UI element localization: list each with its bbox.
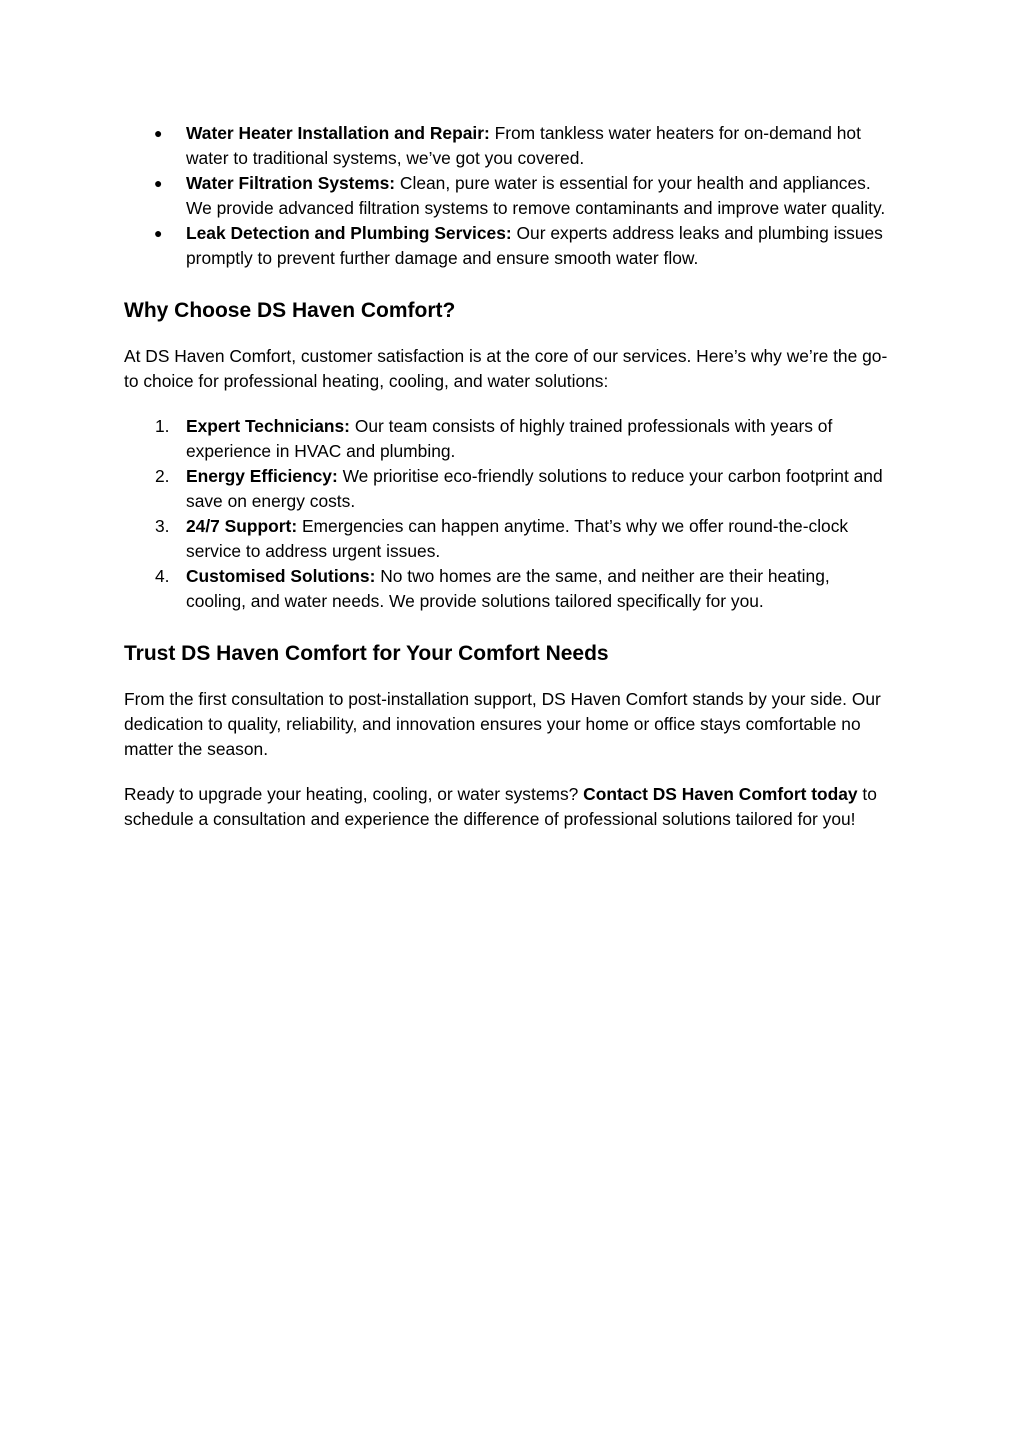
- item-text: We prioritise eco-friendly solutions to reduce your carbon footprint and save on energy costs.: [186, 466, 883, 511]
- item-title: Customised Solutions:: [186, 566, 376, 586]
- item-title: Expert Technicians:: [186, 416, 350, 436]
- list-item: [124, 464, 894, 514]
- services-bullet-list: [124, 121, 894, 271]
- item-text: Emergencies can happen anytime. That’s why we offer round-the-clock service to address urgent issues.: [186, 516, 849, 561]
- list-item: [124, 564, 894, 614]
- list-item: [124, 514, 894, 564]
- bullet-icon: ●: [154, 175, 163, 191]
- list-number: 1.: [155, 416, 170, 436]
- item-text: Our team consists of highly trained professionals with years of experience in HVAC and plumbing.: [186, 416, 833, 461]
- cta-paragraph: [124, 782, 894, 832]
- list-item: [124, 171, 894, 221]
- item-text: Clean, pure water is essential for your health and appliances. We provide advanced filtration systems to remove contaminants and improve water quality.: [186, 173, 886, 218]
- item-title: Water Filtration Systems:: [186, 173, 396, 193]
- item-title: Energy Efficiency:: [186, 466, 338, 486]
- list-number: 2.: [155, 466, 170, 486]
- item-title: Leak Detection and Plumbing Services:: [186, 223, 512, 243]
- list-number: 4.: [155, 566, 170, 586]
- why-intro-paragraph: At DS Haven Comfort, customer satisfaction is at the core of our services. Here’s why we’re the go-to choice for professional heating, cooling, and water solutions:: [124, 346, 888, 391]
- cta-text-before: Ready to upgrade your heating, cooling, or water systems?: [124, 784, 584, 804]
- list-item: [124, 121, 894, 171]
- item-text: No two homes are the same, and neither are their heating, cooling, and water needs. We provide solutions tailored specifically for you.: [186, 566, 830, 611]
- document-page: [124, 121, 894, 832]
- cta-bold-text: Contact DS Haven Comfort today: [583, 784, 858, 804]
- trust-heading: Trust DS Haven Comfort for Your Comfort Needs: [124, 642, 609, 665]
- why-heading: Why Choose DS Haven Comfort?: [124, 299, 456, 322]
- cta-text-after: to schedule a consultation and experience the difference of professional solutions tailored for you!: [124, 784, 877, 829]
- item-text: From tankless water heaters for on-demand hot water to traditional systems, we’ve got you covered.: [186, 123, 861, 168]
- list-number: 3.: [155, 516, 170, 536]
- list-item: [124, 221, 894, 271]
- item-text: Our experts address leaks and plumbing issues promptly to prevent further damage and ensure smooth water flow.: [186, 223, 883, 268]
- item-title: Water Heater Installation and Repair:: [186, 123, 490, 143]
- item-title: 24/7 Support:: [186, 516, 298, 536]
- reasons-numbered-list: [124, 414, 894, 614]
- list-item: [124, 414, 894, 464]
- bullet-icon: ●: [154, 125, 163, 141]
- bullet-icon: ●: [154, 225, 163, 241]
- trust-paragraph: From the first consultation to post-installation support, DS Haven Comfort stands by your side. Our dedication to quality, reliability, and innovation ensures your home or office stays comfortable no matter the season.: [124, 689, 881, 759]
